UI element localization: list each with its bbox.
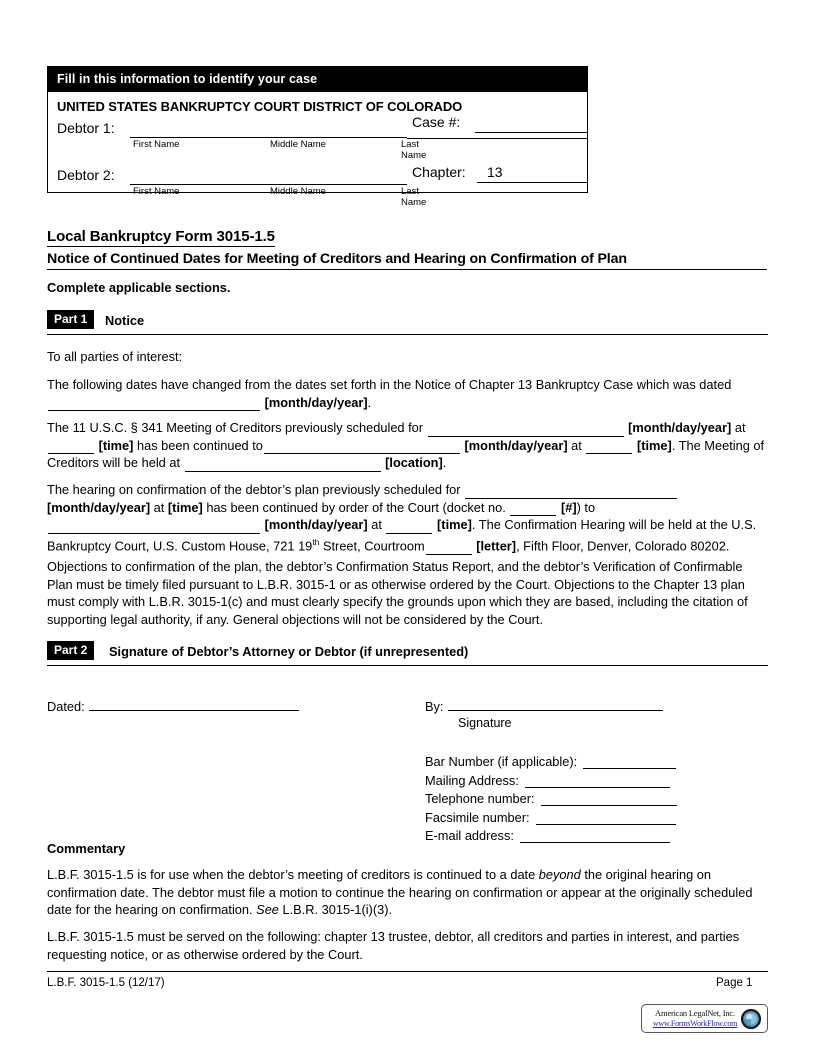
form-number-title: Local Bankruptcy Form 3015-1.5 xyxy=(47,228,275,245)
courtroom-letter-input[interactable] xyxy=(426,541,472,555)
case-identification-box xyxy=(47,66,588,208)
p2-text-i: . The Meeting of Creditors will be held at xyxy=(47,437,765,471)
bar-number-label: Bar Number (if applicable): xyxy=(425,754,578,769)
middle-name-hint: Middle Name xyxy=(270,186,326,197)
debtor-2-input[interactable] xyxy=(130,184,407,185)
salutation-paragraph: To all parties of interest: xyxy=(47,349,183,364)
ordinal-suffix: th xyxy=(312,536,320,547)
caption-body xyxy=(48,92,587,208)
commentary-emphasis-beyond: beyond xyxy=(538,867,581,882)
part-2-header xyxy=(47,641,768,663)
commentary-p1-b: the original hearing on confirmation date. The debtor must file a motion to continue the hearing on confirmation or appear at the originally scheduled date for the hearing on confirmation. xyxy=(47,867,753,918)
signature-caption: Signature xyxy=(458,716,512,730)
by-row xyxy=(425,697,677,714)
prior-hearing-date-input[interactable] xyxy=(465,485,677,499)
first-name-hint: First Name xyxy=(133,186,180,197)
debtor-1-label: Debtor 1: xyxy=(57,120,115,136)
p3-text-l: Street, Courtroom xyxy=(319,538,425,554)
chapter-label: Chapter: xyxy=(412,164,466,180)
form-subject-title: Notice of Continued Dates for Meeting of Creditors and Hearing on Confirmation of Plan xyxy=(47,251,767,270)
docket-number-input[interactable] xyxy=(510,502,556,516)
part-2-rule xyxy=(47,665,768,666)
paragraph-objections: Objections to confirmation of the plan, the debtor’s Confirmation Status Report, and the debtor’s Verification of Confirmable Plan must be timely filed pursuant to L.B.R. 3015-1 or as otherwise ordered by the Court. Objections to the Chapter 13 plan must comply with L.B.R. 3015-1(c) and must clearly specify the grounds upon which they are based, including the citation of supporting legal authority, if any. General objections will not be considered by the Court. xyxy=(47,559,748,627)
part-2-heading: Signature of Debtor’s Attorney or Debtor (if unrepresented) xyxy=(109,644,469,659)
footer-page-number: Page 1 xyxy=(716,977,753,989)
new-meeting-date-input[interactable] xyxy=(264,440,460,454)
commentary-p1-c: L.B.R. 3015-1(i)(3). xyxy=(278,902,393,918)
p2-placeholder-date1: [month/day/year] xyxy=(628,420,732,435)
chapter-value: 13 xyxy=(487,164,503,180)
p3-placeholder-docket: [#] xyxy=(560,499,577,515)
last-name-hint: Last Name xyxy=(401,186,427,208)
part-1-tab: Part 1 xyxy=(47,310,94,329)
email-row xyxy=(425,828,677,847)
form-title-block xyxy=(47,228,767,270)
instruction-text: Complete applicable sections. xyxy=(47,280,231,295)
dated-field-group xyxy=(47,697,299,714)
mailing-address-row xyxy=(425,773,677,792)
email-label: E-mail address: xyxy=(425,828,514,843)
paragraph-confirmation-hearing xyxy=(47,481,765,555)
part-1-rule xyxy=(47,334,768,335)
stamp-company-name: American LegalNet, Inc. xyxy=(655,1008,735,1018)
new-meeting-time-input[interactable] xyxy=(586,440,632,454)
notice-date-input[interactable] xyxy=(48,397,260,411)
email-input[interactable] xyxy=(520,830,670,843)
stamp-text-block xyxy=(647,1008,743,1028)
stamp-website-link[interactable]: www.FormsWorkFlow.com xyxy=(652,1019,738,1028)
signature-input[interactable] xyxy=(448,697,663,711)
bar-number-row xyxy=(425,754,677,773)
footer-form-id: L.B.F. 3015-1.5 (12/17) xyxy=(47,977,165,989)
p3-text-e: has been continued by order of the Court (docket no. xyxy=(206,499,506,515)
prior-meeting-date-input[interactable] xyxy=(428,423,624,437)
paragraph-dates-changed xyxy=(47,376,765,411)
p3-placeholder-time1: [time] xyxy=(167,499,203,515)
legalnet-stamp xyxy=(641,1004,768,1033)
p2-text-g: at xyxy=(571,437,582,453)
telephone-row xyxy=(425,791,677,810)
commentary-emphasis-see: See xyxy=(256,902,279,918)
p3-text-g: ) to xyxy=(576,499,596,515)
p1-text-a: The following dates have changed from the dates set forth in the Notice of Chapter 13 Bankruptcy Case which was dated xyxy=(47,377,732,392)
first-name-hint: First Name xyxy=(133,139,180,150)
telephone-label: Telephone number: xyxy=(425,791,535,806)
debtor-2-label: Debtor 2: xyxy=(57,167,115,183)
p3-text-n: , Fifth Floor, Denver, Colorado 80202. xyxy=(516,538,730,554)
telephone-input[interactable] xyxy=(541,793,677,806)
by-label: By: xyxy=(425,699,444,714)
dated-input[interactable] xyxy=(89,697,299,711)
meeting-location-input[interactable] xyxy=(185,458,381,472)
footer-divider xyxy=(47,971,768,972)
p3-text-a: The hearing on confirmation of the debtor’s plan previously scheduled for xyxy=(47,482,461,497)
debtor-1-input[interactable] xyxy=(130,137,407,138)
p3-placeholder-letter: [letter] xyxy=(476,538,517,554)
caption-bar-title: Fill in this information to identify your case xyxy=(48,67,587,92)
p2-text-e: has been continued to xyxy=(136,437,263,453)
commentary-paragraph-2: L.B.F. 3015-1.5 must be served on the following: chapter 13 trustee, debtor, all creditors and parties in interest, and parties requesting notice, or as otherwise ordered by the Court. xyxy=(47,929,740,962)
bar-number-input[interactable] xyxy=(583,756,676,769)
mailing-address-input[interactable] xyxy=(525,775,670,788)
commentary-p1-a: L.B.F. 3015-1.5 is for use when the debtor’s meeting of creditors is continued to a date xyxy=(47,867,539,882)
prior-meeting-time-input[interactable] xyxy=(48,440,94,454)
attorney-contact-list xyxy=(425,754,677,847)
p3-placeholder-date1: [month/day/year] xyxy=(47,499,151,515)
case-number-label: Case #: xyxy=(412,114,461,130)
p3-text-i: at xyxy=(371,517,382,533)
p2-placeholder-location: [location] xyxy=(385,455,443,471)
signature-field-group xyxy=(425,697,677,847)
p1-text-c: . xyxy=(367,394,372,410)
middle-name-hint: Middle Name xyxy=(270,139,326,150)
p2-placeholder-date2: [month/day/year] xyxy=(464,437,568,453)
caption-divider xyxy=(407,138,588,139)
commentary-paragraph-1 xyxy=(47,866,765,919)
case-number-input[interactable] xyxy=(475,132,588,133)
dated-label: Dated: xyxy=(47,699,85,714)
part-1-heading: Notice xyxy=(105,313,145,328)
globe-icon xyxy=(740,1008,762,1030)
p3-placeholder-date2: [month/day/year] xyxy=(264,517,368,533)
p2-text-c: at xyxy=(734,420,746,435)
new-hearing-date-input[interactable] xyxy=(48,520,260,534)
p3-placeholder-time2: [time] xyxy=(437,517,472,533)
last-name-hint: Last Name xyxy=(401,139,427,161)
facsimile-row xyxy=(425,810,677,829)
mailing-address-label: Mailing Address: xyxy=(425,772,519,788)
p3-text-c: at xyxy=(153,499,165,515)
chapter-input[interactable] xyxy=(477,182,588,183)
p2-placeholder-time1: [time] xyxy=(98,437,134,453)
caption-right-column xyxy=(407,92,588,192)
court-name: UNITED STATES BANKRUPTCY COURT DISTRICT OF COLORADO xyxy=(57,99,463,114)
paragraph-341-meeting xyxy=(47,419,765,472)
p1-placeholder-date: [month/day/year] xyxy=(264,394,368,410)
part-1-header xyxy=(47,310,768,332)
p3-text-k: . The Confirmation Hearing will be held at the U.S. Bankruptcy Court, U.S. Custom House, 721 19 xyxy=(47,517,757,554)
commentary-heading: Commentary xyxy=(47,841,126,856)
part-2-tab: Part 2 xyxy=(47,641,94,660)
p2-text-k: . xyxy=(442,455,447,471)
p2-text-a: The 11 U.S.C. § 341 Meeting of Creditors previously scheduled for xyxy=(47,420,424,435)
p2-placeholder-time2: [time] xyxy=(636,437,672,453)
new-hearing-time-input[interactable] xyxy=(386,520,432,534)
facsimile-label: Facsimile number: xyxy=(425,809,530,825)
facsimile-input[interactable] xyxy=(536,812,676,825)
